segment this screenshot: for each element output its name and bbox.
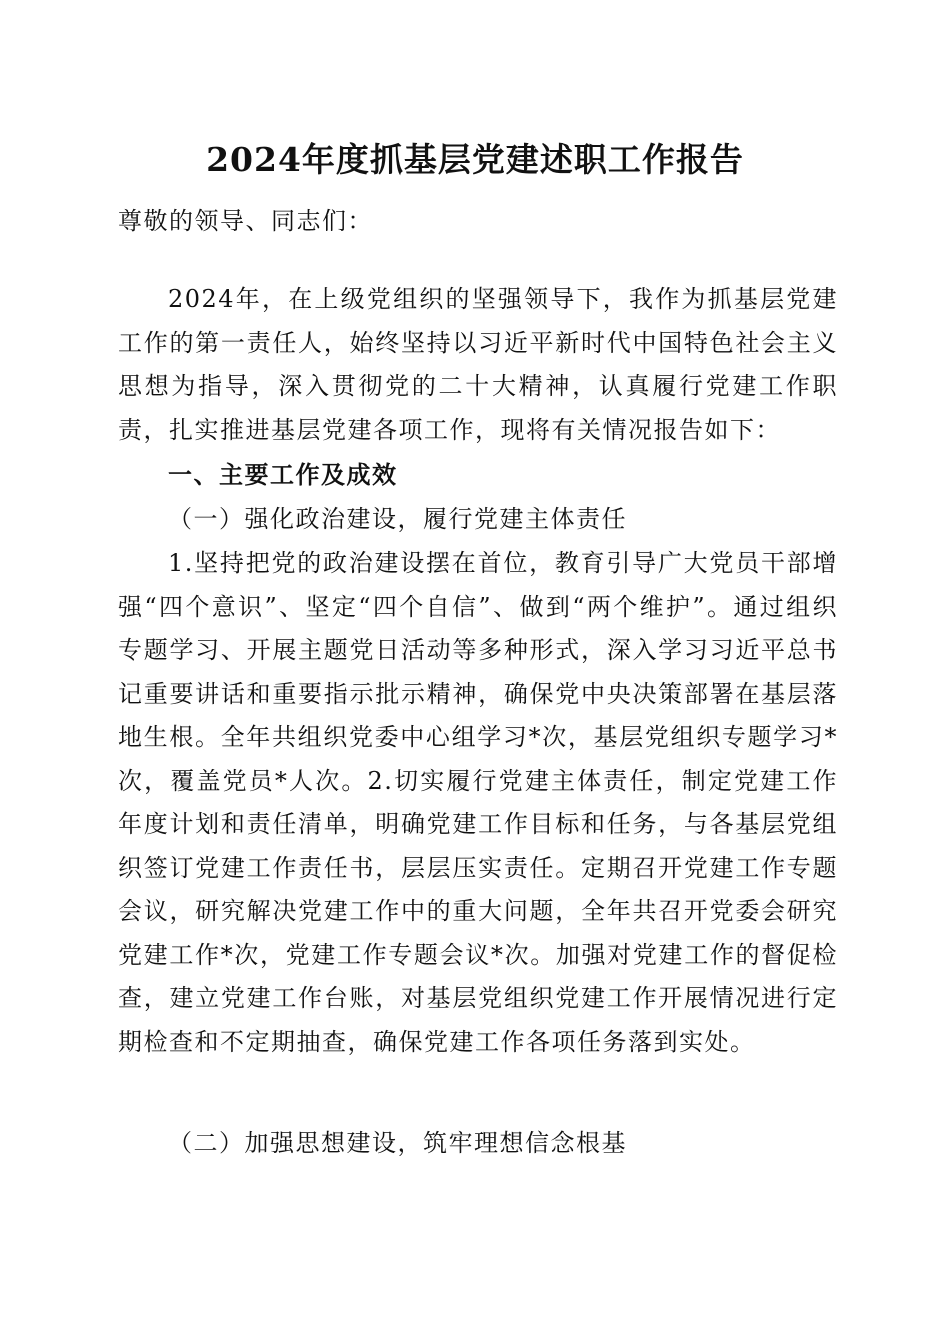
document-title: 2024年度抓基层党建述职工作报告 [206,140,744,179]
intro-paragraph: 2024年，在上级党组织的坚强领导下，我作为抓基层党建工作的第一责任人，始终坚持以习近平新时代中国特色社会主义思想为指导，深入贯彻党的二十大精神，认真履行党建工作职责，扎实推进基层党建各项工作，现将有关情况报告如下： [118,285,838,444]
subsection-heading-political: （一）强化政治建设，履行党建主体责任 [168,505,627,533]
salutation: 尊敬的领导、同志们： [118,207,373,235]
body-paragraph-political: 1.坚持把党的政治建设摆在首位，教育引导广大党员干部增强“四个意识”、坚定“四个自信”、做到“两个维护”。通过组织专题学习、开展主题党日活动等多种形式，深入学习习近平总书记重要讲话和重要指示批示精神，确保党中央决策部署在基层落地生根。全年共组织党委中心组学习*次，基层党组织专题学习*次，覆盖党员*人次。2.切实履行党建主体责任，制定党建工作年度计划和责任清单，明确党建工作目标和任务，与各基层党组织签订党建工作责任书，层层压实责任。定期召开党建工作专题会议，研究解决党建工作中的重大问题，全年共召开党委会研究党建工作*次，党建工作专题会议*次。加强对党建工作的督促检查，建立党建工作台账，对基层党组织党建工作开展情况进行定期检查和不定期抽查，确保党建工作各项任务落到实处。 [118,549,838,1056]
subsection-heading-ideological: （二）加强思想建设，筑牢理想信念根基 [168,1129,627,1157]
section-heading-main-work: 一、主要工作及成效 [168,461,398,489]
